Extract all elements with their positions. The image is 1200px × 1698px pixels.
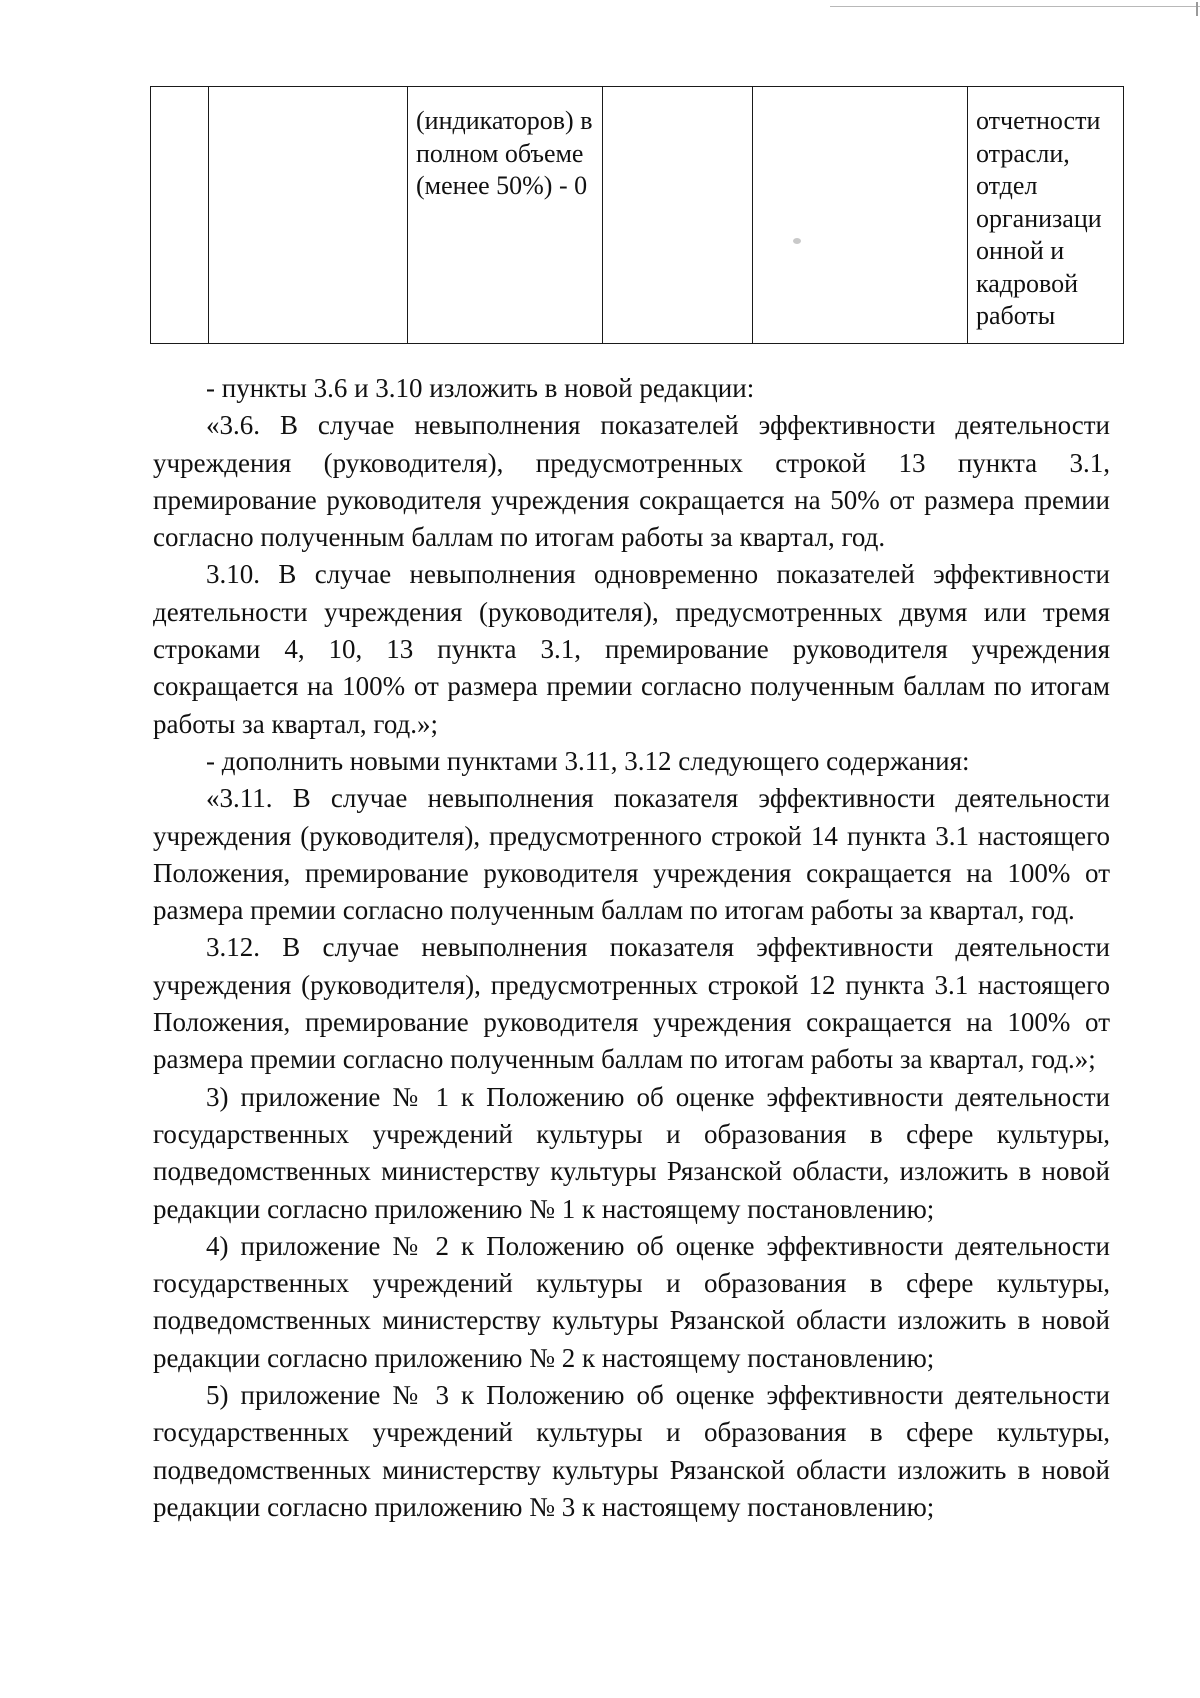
paragraph-appendix-1: 3) приложение № 1 к Положению об оценке эффективности деятельности государственных учреждений культуры и образования в сфере культуры, подведомственных министерству культуры Рязанской области, изложить в новой редакции согласно приложению № 1 к настоящему постановлению; bbox=[153, 1081, 1110, 1224]
paragraph-3-12: 3.12. В случае невыполнения показателя эффективности деятельности учреждения (руководителя), предусмотренных строкой 12 пункта 3.1 настоящего Положения, премирование руководителя учреждения сокращается на 100% от размера премии согласно полученным баллам по итогам работы за квартал, год.»; bbox=[153, 932, 1110, 1075]
table-cell-criteria: (индикаторов) в полном объеме (менее 50%) - 0 bbox=[408, 87, 603, 344]
scan-speck bbox=[793, 238, 801, 244]
table-row bbox=[151, 87, 1124, 344]
scan-edge-mark bbox=[1196, 2, 1198, 16]
paragraph-appendix-2: 4) приложение № 2 к Положению об оценке эффективности деятельности государственных учреждений культуры и образования в сфере культуры, подведомственных министерству культуры Рязанской области изложить в новой редакции согласно приложению № 2 к настоящему постановлению; bbox=[153, 1230, 1110, 1373]
table-cell-indicator bbox=[209, 87, 408, 344]
scan-edge-line bbox=[830, 6, 1200, 7]
table-cell-source: отчетности отрасли, отдел организаци онной и кадровой работы bbox=[968, 87, 1124, 344]
paragraph-items-intro: - пункты 3.6 и 3.10 изложить в новой редакции: bbox=[206, 373, 755, 403]
table-cell-points bbox=[603, 87, 753, 344]
paragraph-3-11: «3.11. В случае невыполнения показателя эффективности деятельности учреждения (руководителя), предусмотренного строкой 14 пункта 3.1 настоящего Положения, премирование руководителя учреждения сокращается на 100% от размера премии согласно полученным баллам по итогам работы за квартал, год. bbox=[153, 783, 1110, 926]
table-cell-frequency bbox=[753, 87, 968, 344]
table-cell-number bbox=[151, 87, 209, 344]
paragraph-3-10: 3.10. В случае невыполнения одновременно показателей эффективности деятельности учреждения (руководителя), предусмотренных двумя или тремя строками 4, 10, 13 пункта 3.1, премирование руководителя учреждения сокращается на 100% от размера премии согласно полученным баллам по итогам работы за квартал, год.»; bbox=[153, 559, 1110, 739]
criteria-table bbox=[150, 86, 1124, 344]
document-body bbox=[153, 370, 1110, 1526]
paragraph-3-6: «3.6. В случае невыполнения показателей эффективности деятельности учреждения (руководителя), предусмотренных строкой 13 пункта 3.1, премирование руководителя учреждения сокращается на 50% от размера премии согласно полученным баллам по итогам работы за квартал, год. bbox=[153, 410, 1110, 553]
paragraph-appendix-3: 5) приложение № 3 к Положению об оценке эффективности деятельности государственных учреждений культуры и образования в сфере культуры, подведомственных министерству культуры Рязанской области изложить в новой редакции согласно приложению № 3 к настоящему постановлению; bbox=[153, 1380, 1110, 1522]
paragraph-add-items: - дополнить новыми пунктами 3.11, 3.12 следующего содержания: bbox=[206, 745, 970, 776]
